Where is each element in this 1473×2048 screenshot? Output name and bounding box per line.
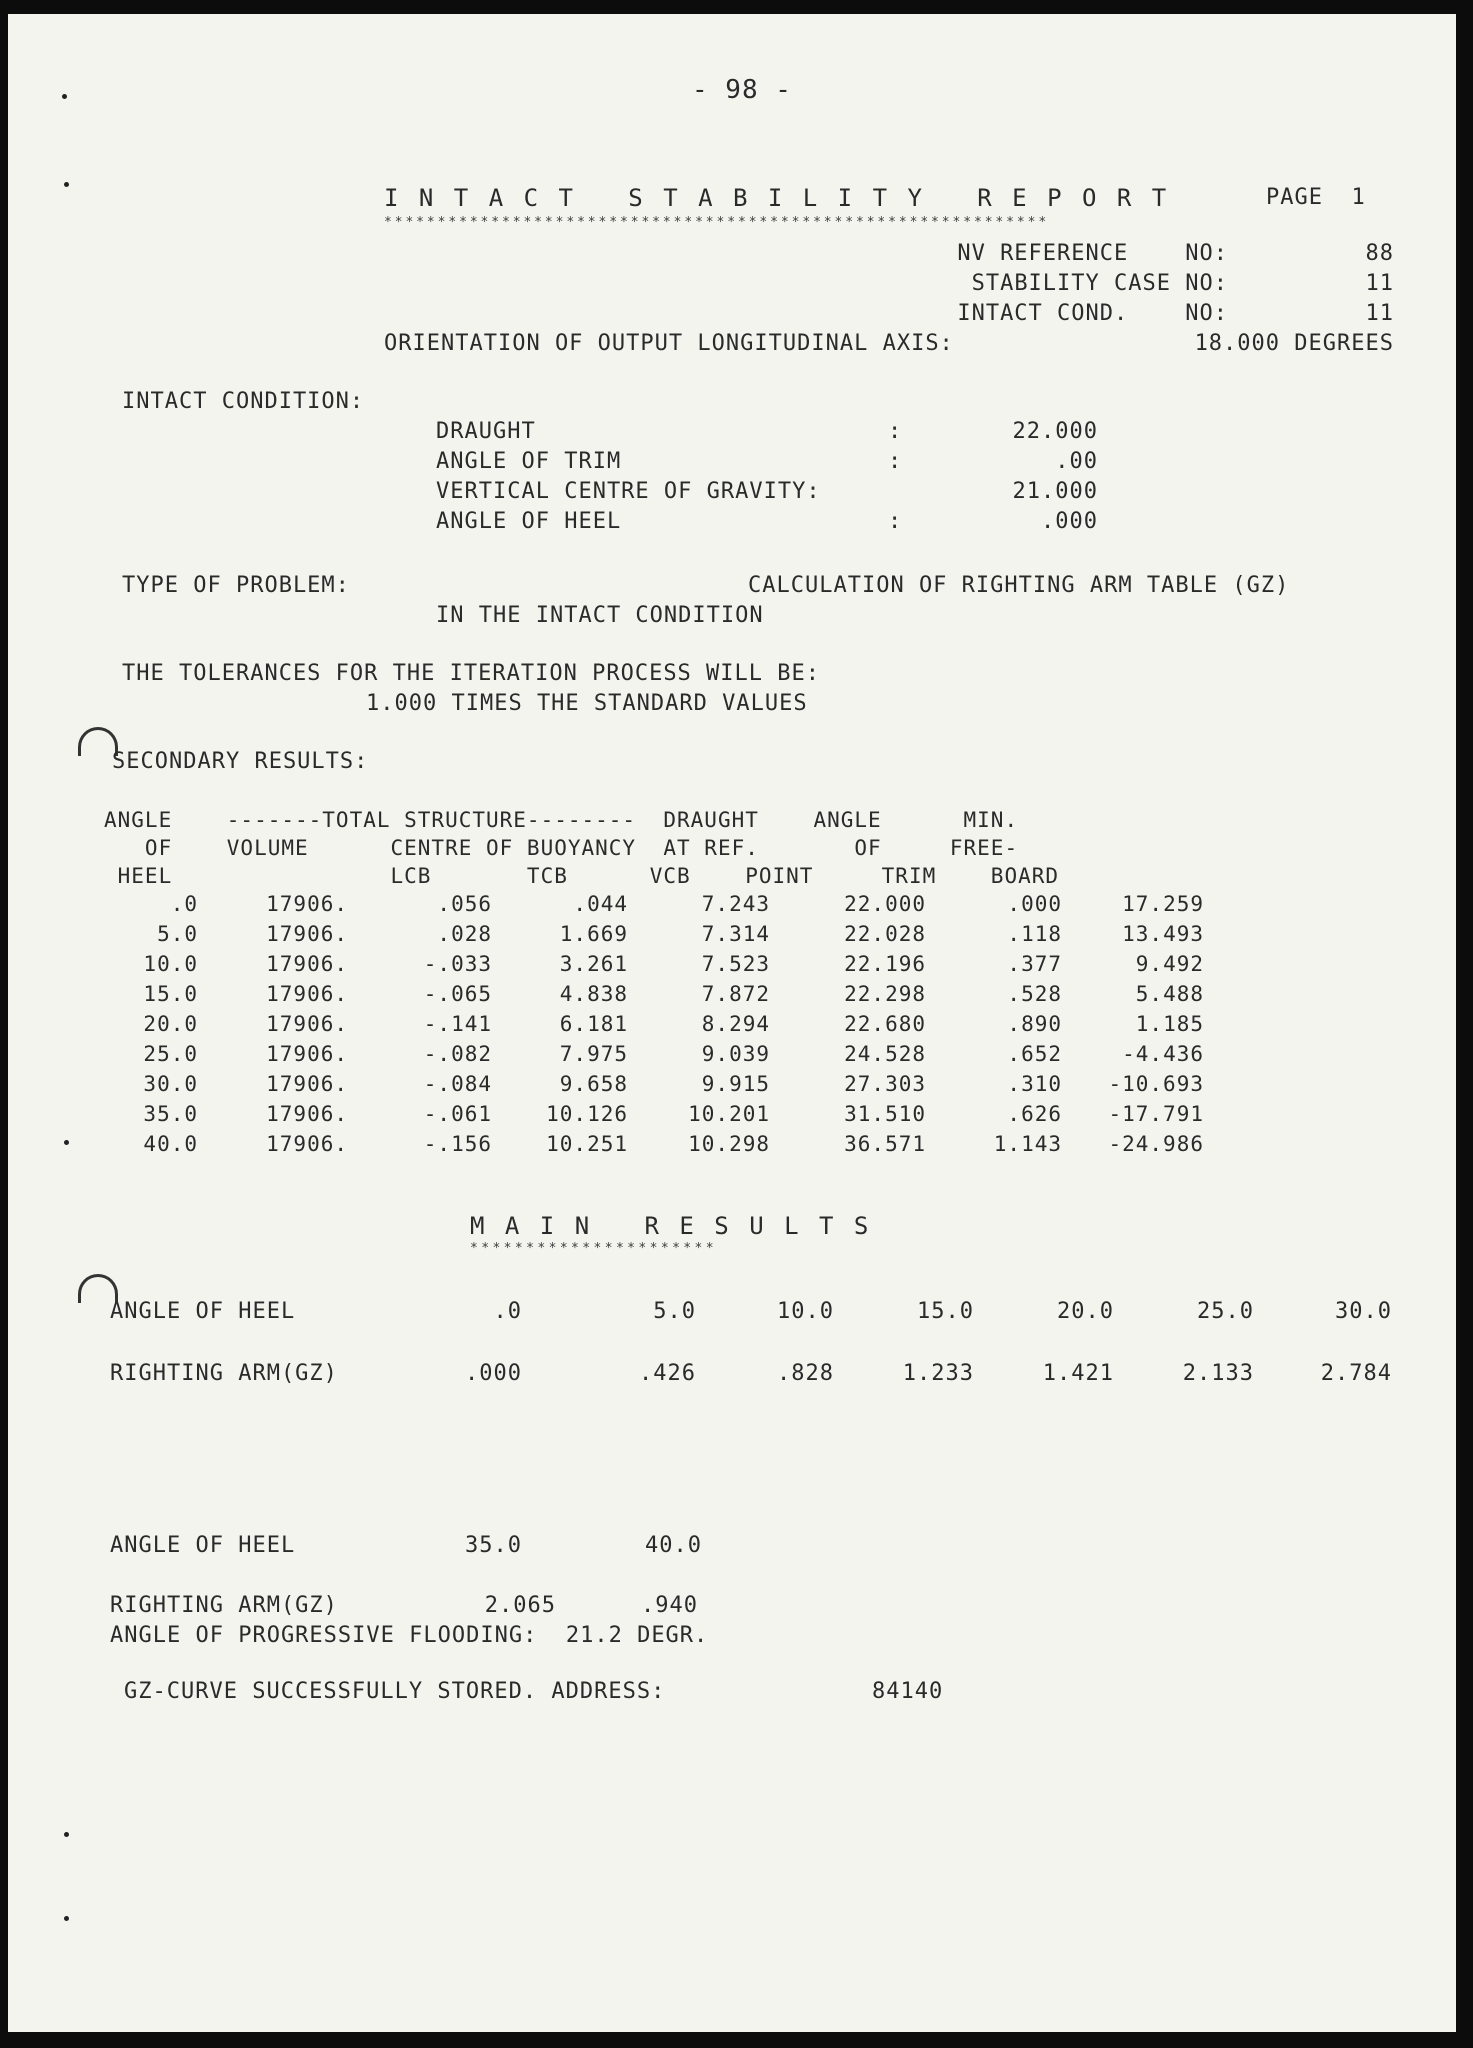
- table-cell: -.141: [423, 1012, 492, 1036]
- main-title: M A I N R E S U L T S: [470, 1212, 872, 1240]
- table-cell: 5.488: [1135, 982, 1204, 1006]
- meta-label: STABILITY CASE NO:: [971, 271, 1228, 296]
- secondary-heading: SECONDARY RESULTS:: [112, 749, 369, 774]
- title-underline: **************************************************************: [384, 215, 1050, 230]
- intact-row-value: 21.000: [1012, 479, 1098, 504]
- result-value: 20.0: [1057, 1299, 1114, 1324]
- table-cell: .652: [1007, 1042, 1062, 1066]
- table-cell: 20.0: [116, 1012, 198, 1036]
- table-cell: -24.986: [1108, 1132, 1204, 1156]
- table-cell: -4.436: [1122, 1042, 1204, 1066]
- result-value: 1.421: [1042, 1361, 1114, 1386]
- table-cell: -.084: [423, 1072, 492, 1096]
- margin-dot: [64, 1832, 69, 1837]
- colon: :: [888, 509, 903, 534]
- table-cell: .044: [573, 892, 628, 916]
- result-value: 1.233: [902, 1361, 974, 1386]
- intact-row-label: DRAUGHT: [436, 419, 536, 444]
- main-title-underline: **********************: [470, 1241, 717, 1256]
- result-value: 35.0: [465, 1533, 522, 1558]
- result-value: .426: [639, 1361, 696, 1386]
- table-cell: 35.0: [116, 1102, 198, 1126]
- table-cell: 30.0: [116, 1072, 198, 1096]
- table-cell: .118: [1007, 922, 1062, 946]
- meta-label: INTACT COND. NO:: [957, 301, 1228, 326]
- table-cell: 1.669: [559, 922, 628, 946]
- intact-row-label: VERTICAL CENTRE OF GRAVITY:: [436, 479, 821, 504]
- table-cell: -10.693: [1108, 1072, 1204, 1096]
- table-cell: 27.303: [844, 1072, 926, 1096]
- table-cell: 13.493: [1122, 922, 1204, 946]
- table-cell: -.065: [423, 982, 492, 1006]
- intact-row-value: .00: [1055, 449, 1098, 474]
- meta-value: 11: [1365, 301, 1394, 326]
- table-cell: 10.251: [546, 1132, 628, 1156]
- table-cell: 10.298: [688, 1132, 770, 1156]
- result-value: 2.784: [1320, 1361, 1392, 1386]
- meta-label: NV REFERENCE NO:: [957, 241, 1228, 266]
- table-cell: 9.039: [701, 1042, 770, 1066]
- table-cell: 17906.: [266, 982, 348, 1006]
- table-cell: 17.259: [1122, 892, 1204, 916]
- problem-label: TYPE OF PROBLEM:: [122, 573, 350, 598]
- table-cell: 9.915: [701, 1072, 770, 1096]
- document-page: [8, 14, 1456, 2032]
- table-cell: 24.528: [844, 1042, 926, 1066]
- colon: :: [888, 449, 903, 474]
- result-value: 15.0: [917, 1299, 974, 1324]
- table-cell: 10.201: [688, 1102, 770, 1126]
- table-cell: 1.185: [1135, 1012, 1204, 1036]
- table-cell: 17906.: [266, 892, 348, 916]
- page-number: - 98 -: [692, 75, 792, 105]
- tolerances-line1: THE TOLERANCES FOR THE ITERATION PROCESS WILL BE:: [122, 661, 821, 686]
- angle-of-heel-label: ANGLE OF HEEL: [110, 1533, 296, 1558]
- result-value: 30.0: [1335, 1299, 1392, 1324]
- problem-line1: CALCULATION OF RIGHTING ARM TABLE (GZ): [748, 573, 1290, 598]
- result-value: .0: [493, 1299, 522, 1324]
- table-header: OF VOLUME CENTRE OF BUOYANCY AT REF. OF FREE-: [104, 836, 1019, 860]
- intact-row-value: .000: [1041, 509, 1098, 534]
- result-value: 2.065: [484, 1593, 556, 1618]
- table-cell: 17906.: [266, 1042, 348, 1066]
- result-value: .000: [465, 1361, 522, 1386]
- margin-dot: [64, 1140, 69, 1145]
- table-cell: 31.510: [844, 1102, 926, 1126]
- table-cell: .626: [1007, 1102, 1062, 1126]
- table-cell: 9.492: [1135, 952, 1204, 976]
- result-value: .940: [641, 1593, 698, 1618]
- table-cell: .528: [1007, 982, 1062, 1006]
- orientation-value: 18.000 DEGREES: [1194, 331, 1394, 356]
- page-label: PAGE 1: [1266, 185, 1366, 210]
- table-cell: 17906.: [266, 1132, 348, 1156]
- table-cell: 5.0: [116, 922, 198, 946]
- table-cell: 7.975: [559, 1042, 628, 1066]
- table-cell: 15.0: [116, 982, 198, 1006]
- intact-heading: INTACT CONDITION:: [122, 389, 365, 414]
- table-cell: .377: [1007, 952, 1062, 976]
- table-cell: .028: [437, 922, 492, 946]
- intact-row-label: ANGLE OF TRIM: [436, 449, 622, 474]
- flooding-line: ANGLE OF PROGRESSIVE FLOODING: 21.2 DEGR.: [110, 1623, 709, 1648]
- table-cell: .0: [116, 892, 198, 916]
- orientation-label: ORIENTATION OF OUTPUT LONGITUDINAL AXIS:: [384, 331, 954, 356]
- result-value: .828: [777, 1361, 834, 1386]
- address-value: 84140: [872, 1679, 944, 1704]
- margin-dot: [64, 182, 69, 187]
- intact-row-label: ANGLE OF HEEL: [436, 509, 622, 534]
- table-cell: 10.126: [546, 1102, 628, 1126]
- meta-value: 11: [1365, 271, 1394, 296]
- righting-arm-label: RIGHTING ARM(GZ): [110, 1361, 338, 1386]
- table-cell: 17906.: [266, 1102, 348, 1126]
- table-cell: 8.294: [701, 1012, 770, 1036]
- table-cell: 40.0: [116, 1132, 198, 1156]
- angle-of-heel-label: ANGLE OF HEEL: [110, 1299, 296, 1324]
- table-cell: 22.000: [844, 892, 926, 916]
- table-cell: 10.0: [116, 952, 198, 976]
- result-value: 5.0: [653, 1299, 696, 1324]
- result-value: 2.133: [1182, 1361, 1254, 1386]
- table-cell: -.156: [423, 1132, 492, 1156]
- table-header: HEEL LCB TCB VCB POINT TRIM BOARD: [104, 864, 1060, 888]
- table-cell: .056: [437, 892, 492, 916]
- table-cell: 7.314: [701, 922, 770, 946]
- table-cell: -.061: [423, 1102, 492, 1126]
- table-cell: 7.872: [701, 982, 770, 1006]
- report-title: I N T A C T S T A B I L I T Y R E P O R T: [384, 184, 1170, 212]
- table-cell: 7.243: [701, 892, 770, 916]
- table-cell: 22.196: [844, 952, 926, 976]
- table-cell: 22.028: [844, 922, 926, 946]
- table-cell: .000: [1007, 892, 1062, 916]
- meta-value: 88: [1365, 241, 1394, 266]
- result-value: 10.0: [777, 1299, 834, 1324]
- table-cell: 17906.: [266, 1012, 348, 1036]
- colon: :: [888, 419, 903, 444]
- table-cell: 1.143: [993, 1132, 1062, 1156]
- margin-dot: [62, 94, 67, 99]
- table-cell: 6.181: [559, 1012, 628, 1036]
- tolerances-line2: 1.000 TIMES THE STANDARD VALUES: [366, 691, 808, 716]
- table-cell: 25.0: [116, 1042, 198, 1066]
- table-cell: .310: [1007, 1072, 1062, 1096]
- table-cell: .890: [1007, 1012, 1062, 1036]
- table-cell: 17906.: [266, 1072, 348, 1096]
- result-value: 25.0: [1197, 1299, 1254, 1324]
- table-header: ANGLE -------TOTAL STRUCTURE-------- DRAUGHT ANGLE MIN.: [104, 808, 1019, 832]
- righting-arm-label: RIGHTING ARM(GZ): [110, 1593, 338, 1618]
- result-value: 40.0: [645, 1533, 702, 1558]
- intact-row-value: 22.000: [1012, 419, 1098, 444]
- table-cell: -17.791: [1108, 1102, 1204, 1126]
- problem-line2: IN THE INTACT CONDITION: [436, 603, 764, 628]
- table-cell: 17906.: [266, 952, 348, 976]
- stored-line: GZ-CURVE SUCCESSFULLY STORED. ADDRESS:: [124, 1679, 666, 1704]
- table-cell: -.033: [423, 952, 492, 976]
- table-cell: 9.658: [559, 1072, 628, 1096]
- table-cell: 7.523: [701, 952, 770, 976]
- table-cell: 4.838: [559, 982, 628, 1006]
- margin-dot: [64, 1916, 69, 1921]
- table-cell: 17906.: [266, 922, 348, 946]
- table-cell: -.082: [423, 1042, 492, 1066]
- table-cell: 3.261: [559, 952, 628, 976]
- table-cell: 22.298: [844, 982, 926, 1006]
- table-cell: 22.680: [844, 1012, 926, 1036]
- table-cell: 36.571: [844, 1132, 926, 1156]
